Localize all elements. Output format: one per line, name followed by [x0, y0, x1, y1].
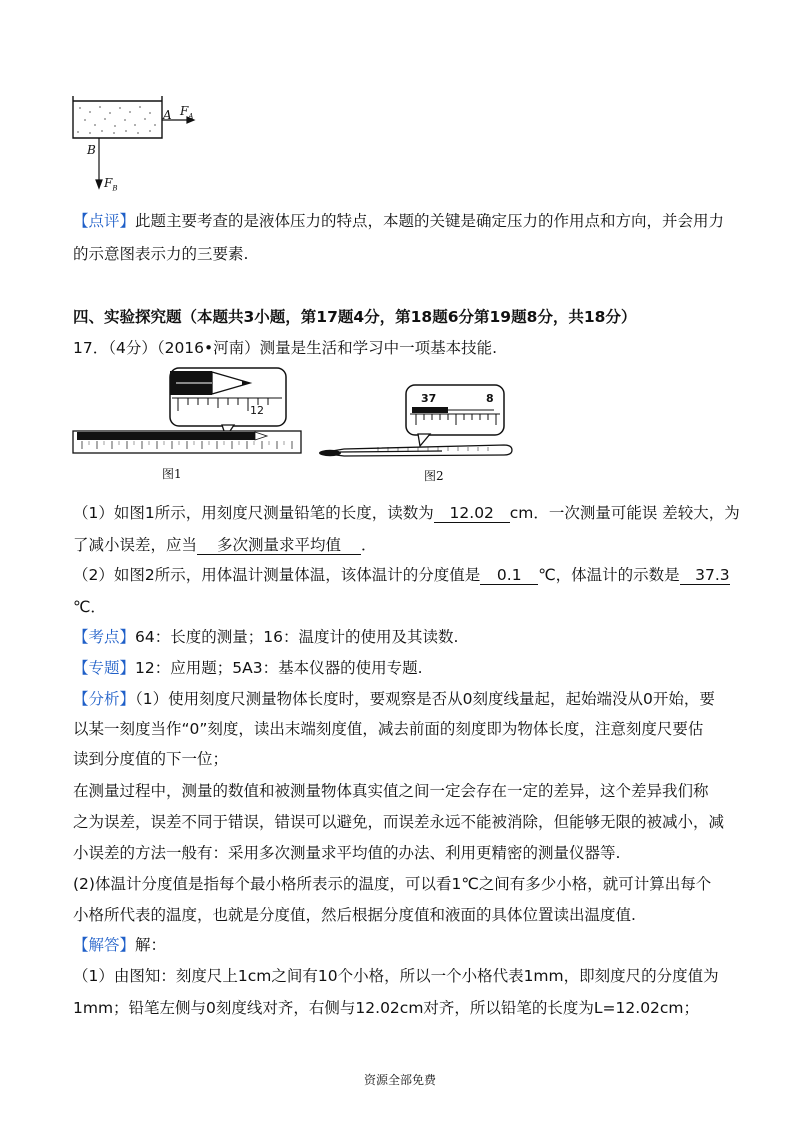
fenxi-line-5: 之为误差，误差不同于错误，错误可以避免，而误差永远不能被消除，但能够无限的被减小，减 [73, 813, 725, 831]
force-b-symbol: F [104, 176, 113, 190]
kaodian-line [73, 627, 458, 647]
q17-header: 17．（4分）（2016•河南）测量是生活和学习中一项基本技能. [73, 339, 498, 357]
fenxi-line-3: 读到分度值的下一位； [73, 750, 229, 768]
q17-part1-text-a: （1）如图1所示，用刻度尺测量铅笔的长度，读数为 [73, 504, 434, 522]
point-b-label: B [87, 143, 96, 157]
jieda-line-2: 1mm；铅笔左侧与0刻度线对齐，右侧与12.02cm对齐，所以铅笔的长度为L=12.02cm； [73, 999, 700, 1017]
answer-blank-temperature: 37.3 [680, 566, 730, 585]
q17-part1-line1 [73, 503, 740, 523]
thermometer-reading-right: 8 [486, 392, 494, 405]
answer-blank-length: 12.02 [434, 504, 510, 523]
kaodian-tag: 【考点】 [73, 628, 136, 646]
point-a-label: A [163, 108, 172, 122]
q17-part1-line2 [73, 535, 377, 555]
section-title: 四、实验探究题（本题共3小题，第17题4分，第18题6分第19题8分，共18分） [73, 308, 637, 326]
dianping-text-1: 此题主要考查的是液体压力的特点，本题的关键是确定压力的作用点和方向，并会用力 [135, 212, 725, 230]
zhuanti-text: 12：应用题；5A3：基本仪器的使用专题. [135, 659, 423, 677]
fenxi-line-7: (2)体温计分度值是指每个最小格所表示的温度，可以看1℃之间有多少小格，就可计算出每个 [73, 875, 712, 893]
jieda-head-text: 解： [135, 936, 167, 954]
thermometer-reading-left: 37 [421, 392, 437, 405]
kaodian-text: 64：长度的测量；16：温度计的使用及其读数. [135, 628, 459, 646]
force-a-label [180, 104, 193, 120]
jieda-line-head [73, 935, 166, 955]
figure-2-label: 图2 [424, 469, 444, 483]
force-a-subscript: A [188, 112, 194, 121]
ruler-figure [72, 365, 302, 460]
force-b-label [104, 176, 117, 192]
zhuanti-line [73, 658, 423, 678]
figure-1-label: 图1 [162, 467, 182, 481]
q17-part1-text-b: cm．一次测量可能误 差较大，为 [509, 504, 740, 522]
ruler-reading-label: 12 [250, 404, 264, 417]
dianping-line-1 [73, 211, 724, 231]
answer-blank-method: 多次测量求平均值 [197, 536, 361, 555]
q17-part2-line2: ℃． [73, 598, 106, 616]
force-b-subscript: B [112, 184, 118, 193]
fenxi-text-1: （1）使用刻度尺测量物体长度时，要观察是否从0刻度线量起，起始端没从0开始，要 [135, 690, 715, 708]
force-a-symbol: F [180, 104, 189, 118]
q17-part2-line1 [73, 565, 730, 585]
dianping-line-2: 的示意图表示力的三要素. [73, 245, 249, 263]
page-footer: 资源全部免费 [363, 1073, 436, 1087]
fenxi-tag: 【分析】 [73, 690, 136, 708]
q17-part1-text-c: 了减小误差，应当 [73, 536, 198, 554]
q17-part2-text-b: ℃，体温计的示数是 [538, 566, 680, 584]
answer-blank-division: 0.1 [480, 566, 538, 585]
fenxi-line-4: 在测量过程中，测量的数值和被测量物体真实值之间一定会存在一定的差异，这个差异我们称 [73, 782, 709, 800]
fenxi-line-1 [73, 689, 715, 709]
dianping-tag: 【点评】 [73, 212, 136, 230]
zhuanti-tag: 【专题】 [73, 659, 136, 677]
fenxi-line-8: 小格所代表的温度，也就是分度值，然后根据分度值和液面的具体位置读出温度值. [73, 906, 636, 924]
jieda-line-1: （1）由图知：刻度尺上1cm之间有10个小格，所以一个小格代表1mm，即刻度尺的分度值为 [73, 967, 719, 985]
jieda-tag: 【解答】 [73, 936, 136, 954]
fenxi-line-6: 小误差的方法一般有：采用多次测量求平均值的办法、利用更精密的测量仪器等. [73, 844, 621, 862]
q17-part2-text-a: （2）如图2所示，用体温计测量体温，该体温计的分度值是 [73, 566, 481, 584]
fenxi-line-2: 以某一刻度当作“0”刻度，读出末端刻度值，减去前面的刻度即为物体长度，注意刻度尺要估 [73, 720, 704, 738]
q17-part1-text-d: ． [361, 536, 377, 554]
